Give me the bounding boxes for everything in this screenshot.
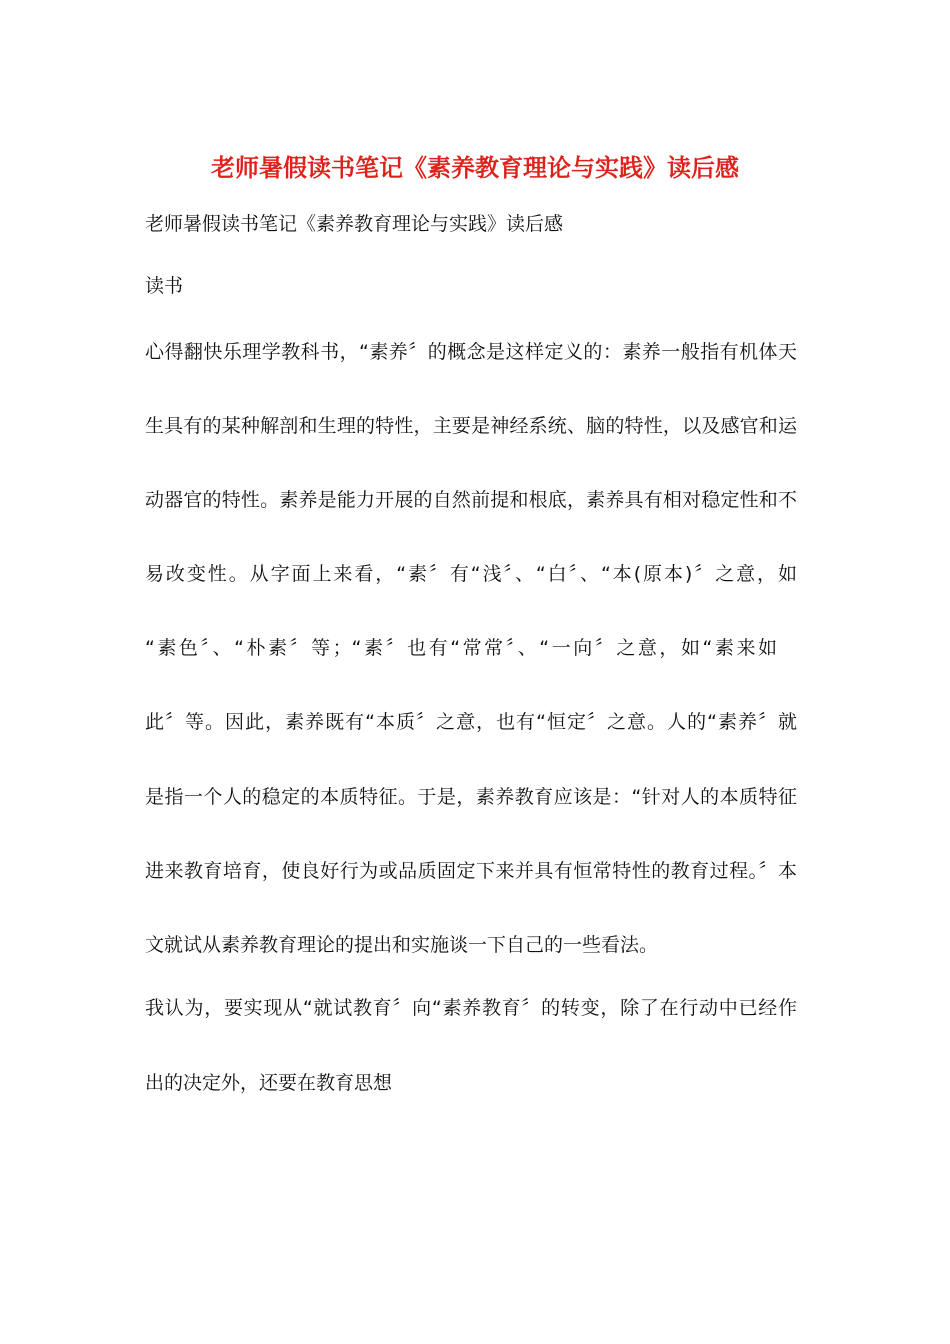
body-line: “素色〞、“朴素〞等；“素〞也有“常常〞、“一向〞之意，如“素来如 [145, 637, 777, 659]
body-line: 动器官的特性。素养是能力开展的自然前提和根底，素养具有相对稳定性和不 [145, 489, 797, 511]
body-line: 生具有的某种解剖和生理的特性，主要是神经系统、脑的特性，以及感官和运 [145, 415, 797, 437]
body-line: 是指一个人的稳定的本质特征。于是，素养教育应该是：“针对人的本质特征 [145, 786, 797, 808]
section-label: 读书 [145, 275, 184, 297]
body-line: 文就试从素养教育理论的提出和实施谈一下自己的一些看法。 [145, 934, 659, 956]
body-line: 此〞等。因此，素养既有“本质〞之意，也有“恒定〞之意。人的“素养〞就 [145, 711, 797, 733]
paragraph-line: 出的决定外，还要在教育思想 [145, 1072, 393, 1094]
body-line: 易改变性。从字面上来看，“素〞有“浅〞、“白〞、“本(原本)〞之意，如 [145, 563, 797, 585]
paragraph-line: 我认为，要实现从“就试教育〞向“素养教育〞的转变，除了在行动中已经作 [145, 997, 797, 1019]
document-subtitle: 老师暑假读书笔记《素养教育理论与实践》读后感 [145, 213, 564, 235]
body-line: 心得翻快乐理学教科书，“素养〞的概念是这样定义的：素养一般指有机体天 [145, 341, 797, 363]
body-line: 进来教育培育，使良好行为或品质固定下来并具有恒常特性的教育过程。〞本 [145, 860, 797, 882]
document-title: 老师暑假读书笔记《素养教育理论与实践》读后感 [211, 153, 739, 182]
